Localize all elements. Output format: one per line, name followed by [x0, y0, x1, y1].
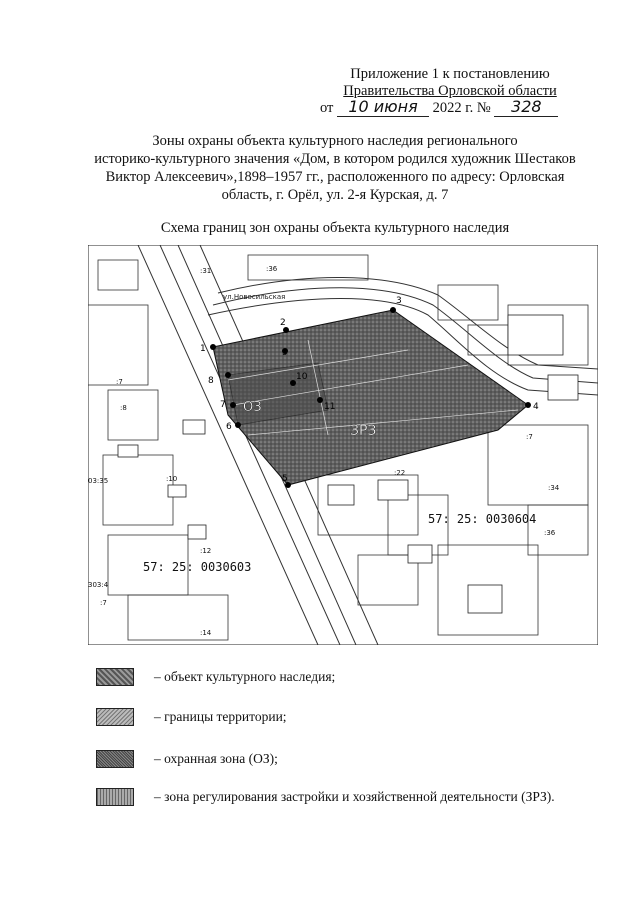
- point-10-label: 10: [296, 372, 308, 382]
- zone-map: [88, 245, 598, 645]
- legend-item-protection-zone: [96, 750, 278, 768]
- point-3: [390, 307, 396, 313]
- cadastral-label-2: 57: 25: 0030603: [143, 560, 252, 574]
- svg-text::7: :7: [116, 378, 123, 386]
- zrz-label: ЗРЗ: [350, 423, 377, 439]
- point-1: [210, 344, 216, 350]
- svg-text:03:35: 03:35: [88, 477, 109, 485]
- point-1-label: 1: [200, 344, 206, 354]
- point-4: [525, 402, 531, 408]
- year-text: 2022 г. №: [432, 100, 491, 116]
- appendix-line-2: Правительства Орловской области: [343, 83, 557, 99]
- svg-text::8: :8: [120, 404, 127, 412]
- point-2-label: 2: [280, 318, 286, 328]
- date-prefix: от: [320, 100, 334, 116]
- legend-swatch-territory-borders: [96, 708, 134, 726]
- handwritten-date: 10 июня: [337, 97, 429, 117]
- title-line-2: историко-культурного значения «Дом, в котором родился художник Шестаков: [94, 151, 576, 167]
- legend-label: – объект культурного наследия;: [154, 669, 336, 684]
- point-11-label: 11: [324, 402, 336, 412]
- point-3-label: 3: [396, 296, 402, 306]
- legend-item-territory-borders: [96, 708, 287, 726]
- svg-text:303:4: 303:4: [88, 581, 109, 589]
- decree-date-row: [320, 97, 558, 117]
- point-6: [235, 422, 241, 428]
- oz-label: ОЗ: [243, 400, 262, 415]
- svg-text::7: :7: [100, 599, 107, 607]
- handwritten-number: 328: [494, 97, 558, 117]
- title-line-3: Виктор Алексеевич»,1898–1957 гг., расположенного по адресу: Орловская: [105, 169, 565, 185]
- point-6-label: 6: [226, 422, 232, 432]
- point-9-label: 9: [282, 348, 288, 358]
- svg-text::31: :31: [200, 267, 212, 275]
- legend-swatch-heritage-object: [96, 668, 134, 686]
- legend-label: – охранная зона (ОЗ);: [154, 751, 278, 766]
- point-8: [225, 372, 231, 378]
- point-7: [230, 402, 236, 408]
- appendix-line-1: Приложение 1 к постановлению: [350, 66, 550, 82]
- point-8-label: 8: [208, 376, 214, 386]
- svg-text::36: :36: [544, 529, 556, 537]
- point-11: [317, 397, 323, 403]
- scheme-title: Схема границ зон охраны объекта культурного наследия: [160, 220, 510, 236]
- point-7-label: 7: [220, 400, 226, 410]
- legend-label: – границы территории;: [154, 709, 287, 724]
- legend-item-regulation-zone: [96, 788, 555, 806]
- svg-text::12: :12: [200, 547, 212, 555]
- point-5-label: 5: [282, 474, 288, 484]
- svg-text::34: :34: [548, 484, 560, 492]
- cadastral-label-1: 57: 25: 0030604: [428, 512, 537, 526]
- legend-swatch-protection-zone: [96, 750, 134, 768]
- appendix-block: [300, 66, 600, 100]
- legend-label: – зона регулирования застройки и хозяйственной деятельности (ЗРЗ).: [154, 789, 555, 804]
- legend-swatch-regulation-zone: [96, 788, 134, 806]
- svg-text::7: :7: [526, 433, 533, 441]
- svg-text::22: :22: [394, 469, 406, 477]
- street-label: ул.Новосильская: [223, 293, 286, 301]
- title-line-1: Зоны охраны объекта культурного наследия регионального: [152, 133, 518, 149]
- point-4-label: 4: [533, 402, 539, 412]
- svg-text::14: :14: [200, 629, 212, 637]
- title-line-4: область, г. Орёл, ул. 2-я Курская, д. 7: [221, 187, 449, 203]
- svg-text::36: :36: [266, 265, 278, 273]
- svg-text::10: :10: [166, 475, 178, 483]
- legend-item-heritage-object: [96, 668, 335, 686]
- document-title: [40, 132, 630, 204]
